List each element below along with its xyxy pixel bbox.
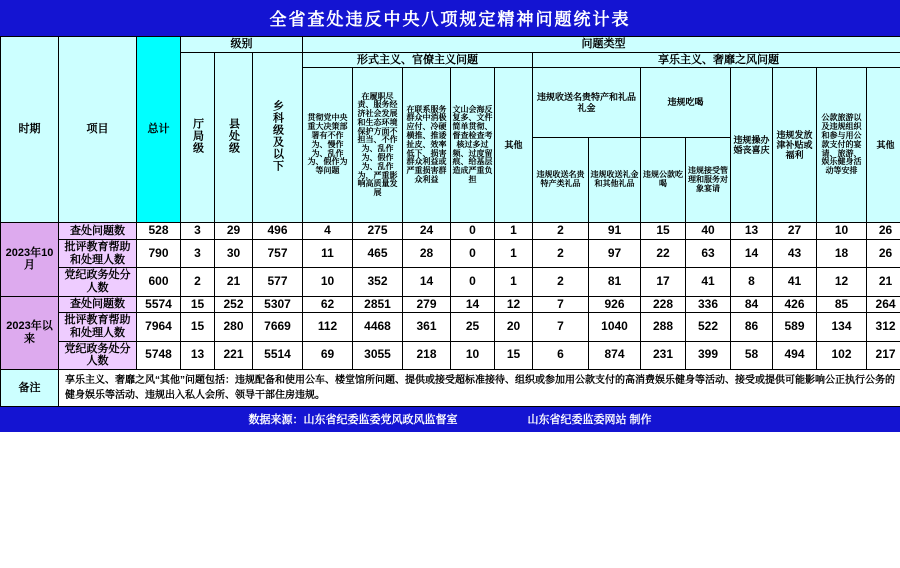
cell: 24 — [403, 223, 451, 240]
cell: 288 — [641, 313, 686, 341]
cell: 1 — [495, 223, 533, 240]
period-label-1: 2023年10月 — [1, 223, 59, 296]
table-row — [1, 223, 900, 240]
header-hedonism-gift-group: 违规收送名贵特产和礼品礼金 — [533, 68, 641, 138]
cell: 279 — [403, 296, 451, 313]
row-label: 批评教育帮助和处理人数 — [59, 313, 137, 341]
cell: 84 — [731, 296, 773, 313]
cell: 27 — [773, 223, 817, 240]
cell: 252 — [215, 296, 253, 313]
header-formalism-col-1: 贯彻党中央重大决策部署有不作为、慢作为、乱作为、假作为等问题 — [303, 68, 353, 223]
table-row — [1, 341, 900, 369]
cell: 15 — [641, 223, 686, 240]
header-total: 总计 — [137, 37, 181, 223]
table-row — [1, 240, 900, 268]
note-text: 享乐主义、奢靡之风“其他”问题包括：违规配备和使用公车、楼堂馆所问题、提供或接受超标准接待、组织或参加用公款支付的高消费娱乐健身等活动、接受或提供可能影响公正执行公务的健身娱乐等活动、违规出入私人会所、领导干部住房违规。 — [59, 370, 900, 407]
header-level-xian: 县处级 — [215, 52, 253, 223]
cell: 426 — [773, 296, 817, 313]
row-label: 查处问题数 — [59, 296, 137, 313]
cell: 25 — [451, 313, 495, 341]
cell: 336 — [686, 296, 731, 313]
header-gift-sub-1: 违规收送名贵特产类礼品 — [533, 138, 589, 223]
cell: 97 — [589, 240, 641, 268]
cell: 0 — [451, 268, 495, 296]
cell: 22 — [641, 240, 686, 268]
footer-producer: 山东省纪委监委网站 制作 — [527, 414, 652, 426]
cell: 221 — [215, 341, 253, 369]
cell: 14 — [403, 268, 451, 296]
cell: 12 — [495, 296, 533, 313]
header-formalism-col-other: 其他 — [495, 68, 533, 223]
cell: 589 — [773, 313, 817, 341]
table-row — [1, 268, 900, 296]
cell: 112 — [303, 313, 353, 341]
cell: 10 — [303, 268, 353, 296]
header-formalism-col-4: 文山会海反复多、文件简单贯彻、督查检查考核过多过频、过度留痕、给基层造成严重负担 — [451, 68, 495, 223]
header-hedonism-group: 享乐主义、奢靡之风问题 — [533, 52, 900, 68]
cell: 5307 — [253, 296, 303, 313]
cell: 4468 — [353, 313, 403, 341]
period-label-2: 2023年以来 — [1, 296, 59, 369]
cell: 926 — [589, 296, 641, 313]
header-problem-type-group: 问题类型 — [303, 37, 900, 53]
cell-total: 7964 — [137, 313, 181, 341]
cell: 13 — [731, 223, 773, 240]
header-hedonism-drink-group: 违规吃喝 — [641, 68, 731, 138]
row-label: 党纪政务处分人数 — [59, 341, 137, 369]
cell: 20 — [495, 313, 533, 341]
cell: 2 — [533, 223, 589, 240]
header-formalism-group: 形式主义、官僚主义问题 — [303, 52, 533, 68]
header-hedonism-other: 其他 — [867, 68, 900, 223]
cell: 3055 — [353, 341, 403, 369]
cell: 13 — [181, 341, 215, 369]
header-drink-sub-2: 违规接受管理和服务对象宴请 — [686, 138, 731, 223]
cell: 352 — [353, 268, 403, 296]
header-hedonism-banquet: 违规操办婚丧喜庆 — [731, 68, 773, 223]
header-formalism-col-2: 在履职尽责、服务经济社会发展和生态环境保护方面不担当、不作为、乱作为、假作为、乱作为，严重影响高质量发展 — [353, 68, 403, 223]
cell: 494 — [773, 341, 817, 369]
cell: 7669 — [253, 313, 303, 341]
header-period: 时期 — [1, 37, 59, 223]
cell: 5514 — [253, 341, 303, 369]
header-level-group: 级别 — [181, 37, 303, 53]
cell: 361 — [403, 313, 451, 341]
cell: 231 — [641, 341, 686, 369]
cell-total: 5748 — [137, 341, 181, 369]
cell: 465 — [353, 240, 403, 268]
page-title: 全省查处违反中央八项规定精神问题统计表 — [0, 0, 900, 36]
cell: 1040 — [589, 313, 641, 341]
cell: 85 — [817, 296, 867, 313]
cell: 280 — [215, 313, 253, 341]
cell: 3 — [181, 223, 215, 240]
cell: 63 — [686, 240, 731, 268]
row-label: 党纪政务处分人数 — [59, 268, 137, 296]
cell: 0 — [451, 240, 495, 268]
table-row — [1, 296, 900, 313]
cell-total: 5574 — [137, 296, 181, 313]
cell: 81 — [589, 268, 641, 296]
cell: 41 — [773, 268, 817, 296]
cell: 2 — [181, 268, 215, 296]
cell: 275 — [353, 223, 403, 240]
cell-total: 600 — [137, 268, 181, 296]
cell: 62 — [303, 296, 353, 313]
cell-total: 790 — [137, 240, 181, 268]
cell: 217 — [867, 341, 900, 369]
cell: 28 — [403, 240, 451, 268]
cell: 496 — [253, 223, 303, 240]
cell: 874 — [589, 341, 641, 369]
cell: 2 — [533, 268, 589, 296]
cell: 0 — [451, 223, 495, 240]
cell: 577 — [253, 268, 303, 296]
cell: 29 — [215, 223, 253, 240]
cell: 30 — [215, 240, 253, 268]
note-row — [1, 370, 900, 407]
footer — [0, 407, 900, 432]
footer-source: 数据来源：山东省纪委监委党风政风监督室 — [248, 414, 458, 426]
cell: 21 — [215, 268, 253, 296]
cell: 12 — [817, 268, 867, 296]
cell: 21 — [867, 268, 900, 296]
cell: 14 — [731, 240, 773, 268]
cell: 399 — [686, 341, 731, 369]
cell: 2851 — [353, 296, 403, 313]
cell: 69 — [303, 341, 353, 369]
table-row — [1, 313, 900, 341]
cell: 10 — [817, 223, 867, 240]
cell: 43 — [773, 240, 817, 268]
cell: 757 — [253, 240, 303, 268]
header-gift-sub-2: 违规收送礼金和其他礼品 — [589, 138, 641, 223]
cell: 134 — [817, 313, 867, 341]
cell: 264 — [867, 296, 900, 313]
cell: 7 — [533, 313, 589, 341]
cell: 15 — [181, 313, 215, 341]
cell: 4 — [303, 223, 353, 240]
cell: 3 — [181, 240, 215, 268]
cell: 1 — [495, 268, 533, 296]
header-hedonism-travel: 公款旅游以及违规组织和参与用公款支付的宴请、旅游、娱乐健身活动等安排 — [817, 68, 867, 223]
header-row-group — [1, 37, 900, 53]
header-level-xiang: 乡科级及以下 — [253, 52, 303, 223]
cell: 26 — [867, 223, 900, 240]
cell: 18 — [817, 240, 867, 268]
cell: 2 — [533, 240, 589, 268]
cell: 26 — [867, 240, 900, 268]
cell: 10 — [451, 341, 495, 369]
cell: 40 — [686, 223, 731, 240]
cell: 6 — [533, 341, 589, 369]
cell: 14 — [451, 296, 495, 313]
cell: 228 — [641, 296, 686, 313]
cell: 58 — [731, 341, 773, 369]
cell: 8 — [731, 268, 773, 296]
statistics-table — [0, 36, 900, 407]
header-hedonism-allowance: 违规发放津补贴或福利 — [773, 68, 817, 223]
cell: 15 — [181, 296, 215, 313]
header-drink-sub-1: 违规公款吃喝 — [641, 138, 686, 223]
header-formalism-col-3: 在联系服务群众中消极应付、冷硬横推、推诿扯皮、效率低下、损害群众利益或严重损害群众利益 — [403, 68, 451, 223]
cell: 522 — [686, 313, 731, 341]
header-item: 项目 — [59, 37, 137, 223]
row-label: 查处问题数 — [59, 223, 137, 240]
cell: 91 — [589, 223, 641, 240]
cell: 17 — [641, 268, 686, 296]
cell: 86 — [731, 313, 773, 341]
row-label: 批评教育帮助和处理人数 — [59, 240, 137, 268]
cell: 312 — [867, 313, 900, 341]
cell: 218 — [403, 341, 451, 369]
cell: 15 — [495, 341, 533, 369]
cell-total: 528 — [137, 223, 181, 240]
header-level-ting: 厅局级 — [181, 52, 215, 223]
cell: 102 — [817, 341, 867, 369]
cell: 1 — [495, 240, 533, 268]
cell: 7 — [533, 296, 589, 313]
cell: 11 — [303, 240, 353, 268]
cell: 41 — [686, 268, 731, 296]
note-label: 备注 — [1, 370, 59, 407]
